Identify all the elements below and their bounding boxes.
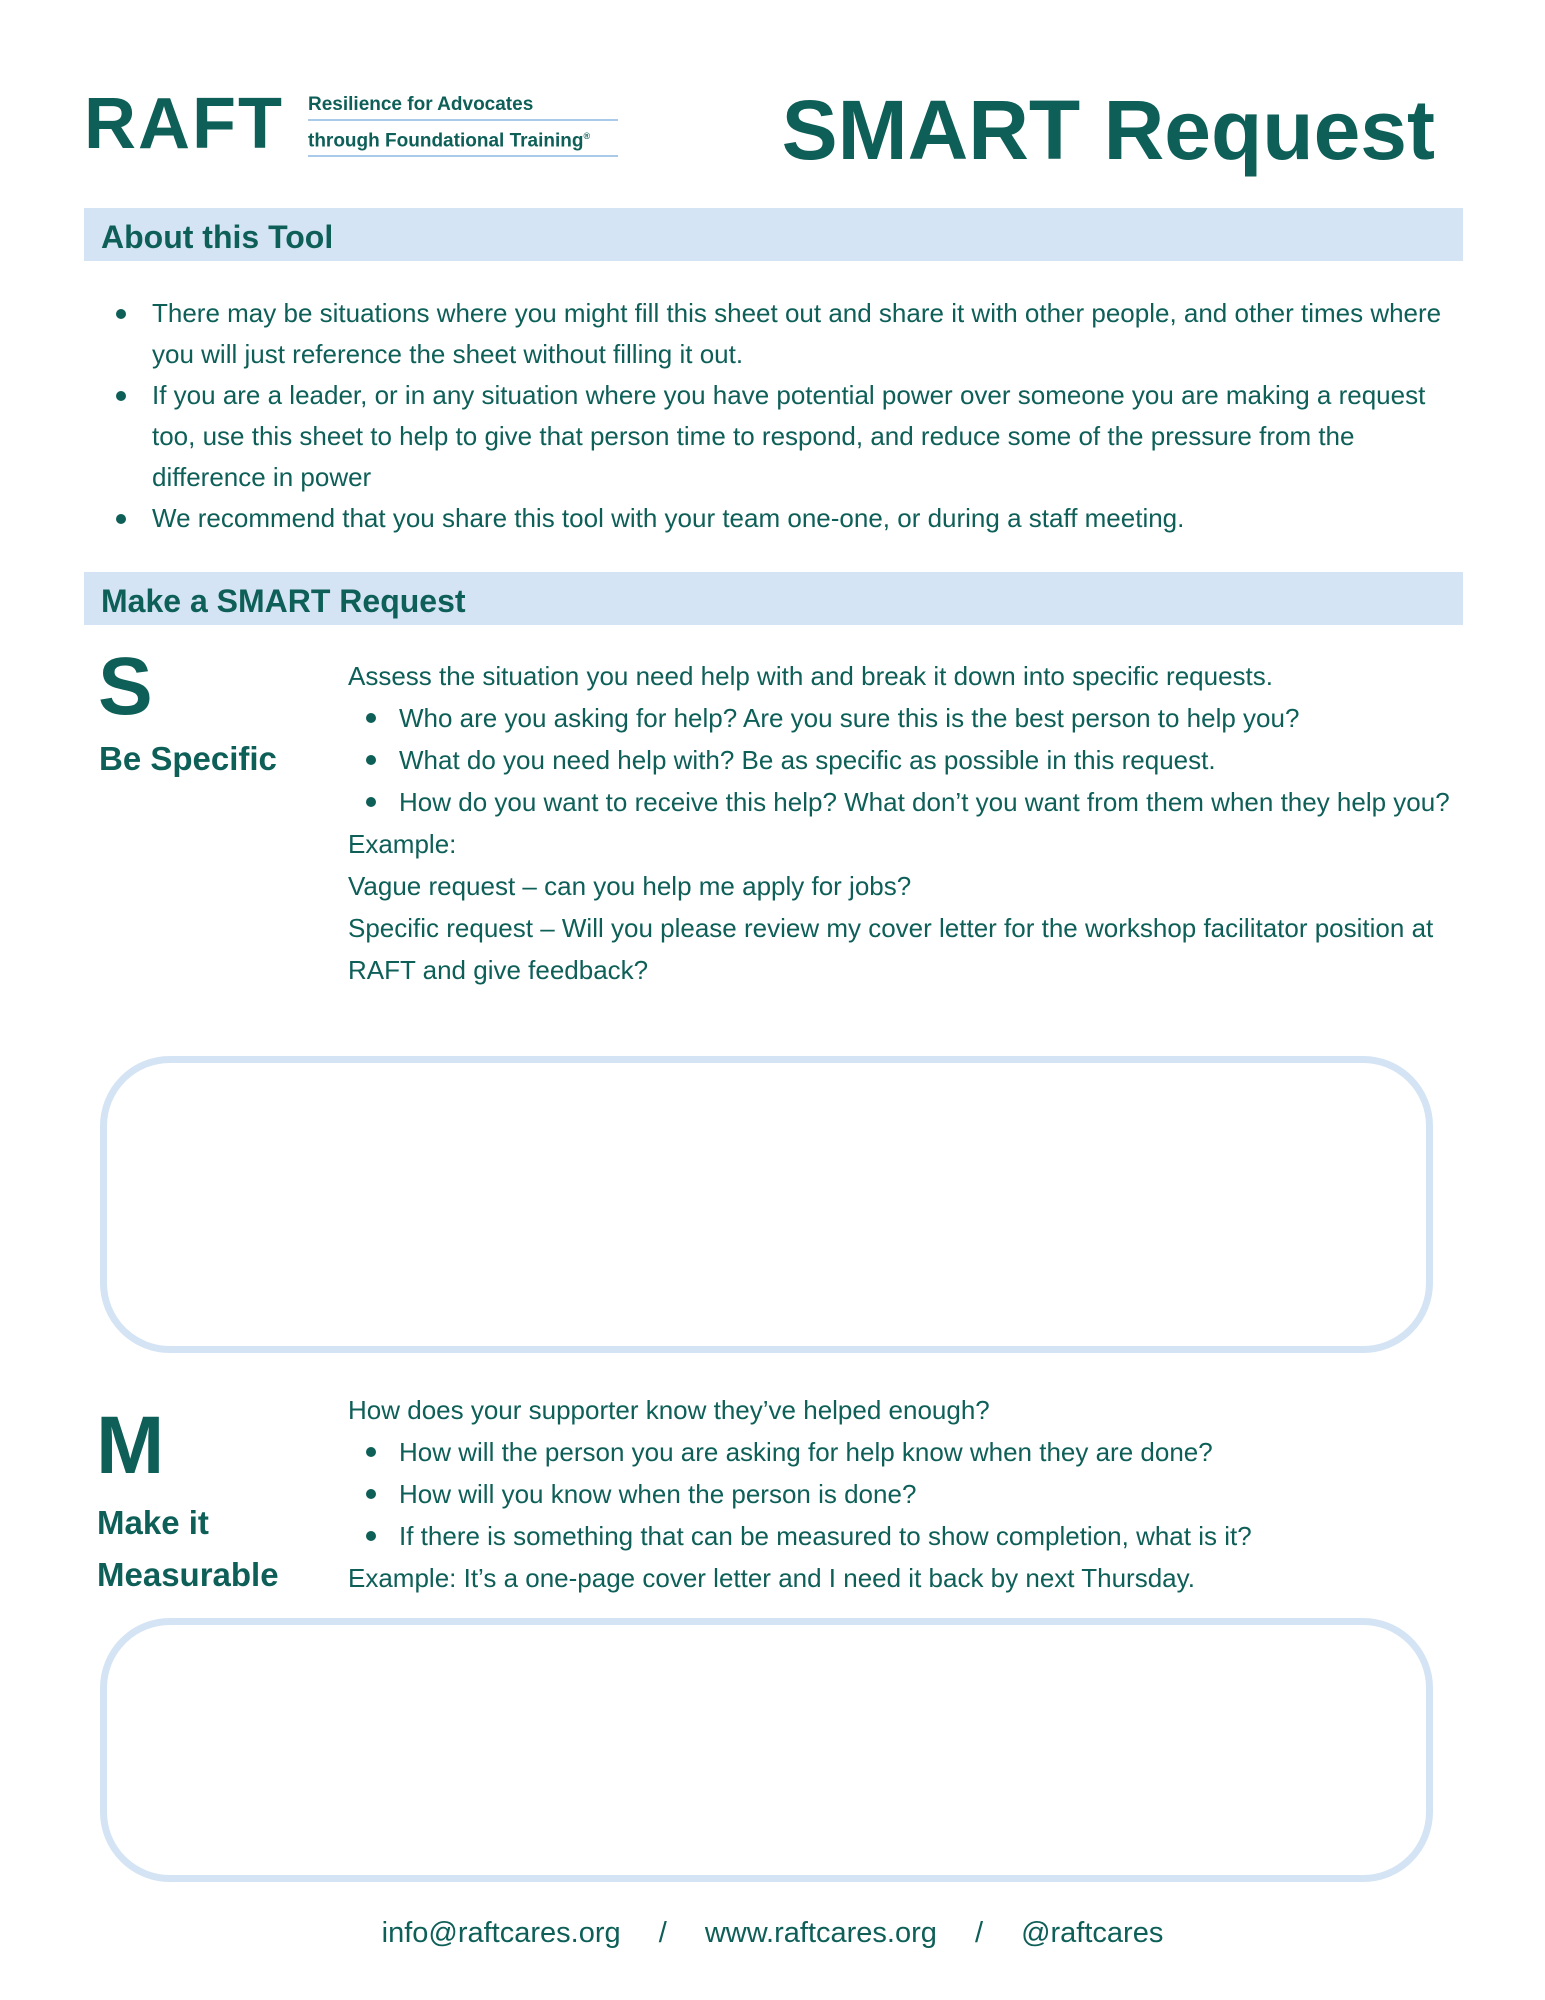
- measurable-bullet-list: [348, 1431, 1468, 1557]
- measurable-bullet: How will you know when the person is done?: [348, 1473, 1468, 1515]
- letter-s: S: [98, 641, 153, 732]
- footer-handle[interactable]: @raftcares: [1021, 1917, 1164, 1949]
- about-bullet-list: [116, 293, 1456, 539]
- specific-answer-box[interactable]: [100, 1056, 1433, 1353]
- smart-heading: Make a SMART Request: [101, 583, 466, 619]
- label-measurable-line-1: Make it: [97, 1504, 209, 1541]
- tagline-line-2: [308, 125, 618, 157]
- footer-website[interactable]: www.raftcares.org: [704, 1917, 937, 1949]
- specific-bullet: What do you need help with? Be as specific as possible in this request.: [348, 739, 1468, 781]
- example-specific: Specific request – Will you please review my cover letter for the workshop facilitator position at RAFT and give feedback?: [348, 913, 1434, 985]
- registered-mark: ®: [583, 131, 591, 141]
- about-bullet: There may be situations where you might fill this sheet out and share it with other people, and other times where you will just reference the sheet without filling it out.: [116, 293, 1456, 375]
- specific-bullet: Who are you asking for help? Are you sure this is the best person to help you?: [348, 697, 1468, 739]
- raft-logo: RAFT: [84, 84, 284, 164]
- tagline-line-2-text: through Foundational Training: [308, 130, 584, 152]
- label-measurable-line-2: Measurable: [97, 1556, 279, 1593]
- example-label: Example:: [348, 829, 457, 859]
- about-bullet: If you are a leader, or in any situation where you have potential power over someone you are making a request too, use this sheet to help to give that person time to respond, and reduce some of the pressure from the difference in power: [116, 375, 1456, 498]
- label-measurable: [97, 1497, 279, 1601]
- specific-bullet-list: [348, 697, 1468, 823]
- specific-content: [348, 655, 1468, 991]
- footer-separator: /: [658, 1917, 667, 1949]
- specific-bullet: How do you want to receive this help? What don’t you want from them when they help you?: [348, 781, 1468, 823]
- tagline-line-1: Resilience for Advocates: [308, 94, 618, 121]
- footer-contact: [0, 1917, 1545, 1950]
- measurable-content: [348, 1389, 1468, 1599]
- measurable-bullet: If there is something that can be measured to show completion, what is it?: [348, 1515, 1468, 1557]
- logo-tagline: [308, 94, 618, 161]
- about-section-header: [84, 208, 1463, 261]
- measurable-intro: How does your supporter know they’ve helped enough?: [348, 1395, 990, 1425]
- measurable-example: Example: It’s a one-page cover letter and I need it back by next Thursday.: [348, 1563, 1195, 1593]
- measurable-answer-box[interactable]: [100, 1618, 1433, 1882]
- letter-m: M: [96, 1400, 165, 1491]
- about-bullet: We recommend that you share this tool with your team one-one, or during a staff meeting.: [116, 498, 1456, 539]
- about-heading: About this Tool: [101, 219, 334, 255]
- measurable-bullet: How will the person you are asking for help know when they are done?: [348, 1431, 1468, 1473]
- example-vague: Vague request – can you help me apply for jobs?: [348, 871, 912, 901]
- page-title: SMART Request: [781, 83, 1435, 177]
- footer-separator: /: [974, 1917, 984, 1949]
- smart-section-header: [84, 572, 1463, 625]
- specific-intro: Assess the situation you need help with and break it down into specific requests.: [348, 661, 1273, 691]
- footer-email[interactable]: info@raftcares.org: [381, 1917, 621, 1949]
- label-be-specific: Be Specific: [99, 740, 277, 777]
